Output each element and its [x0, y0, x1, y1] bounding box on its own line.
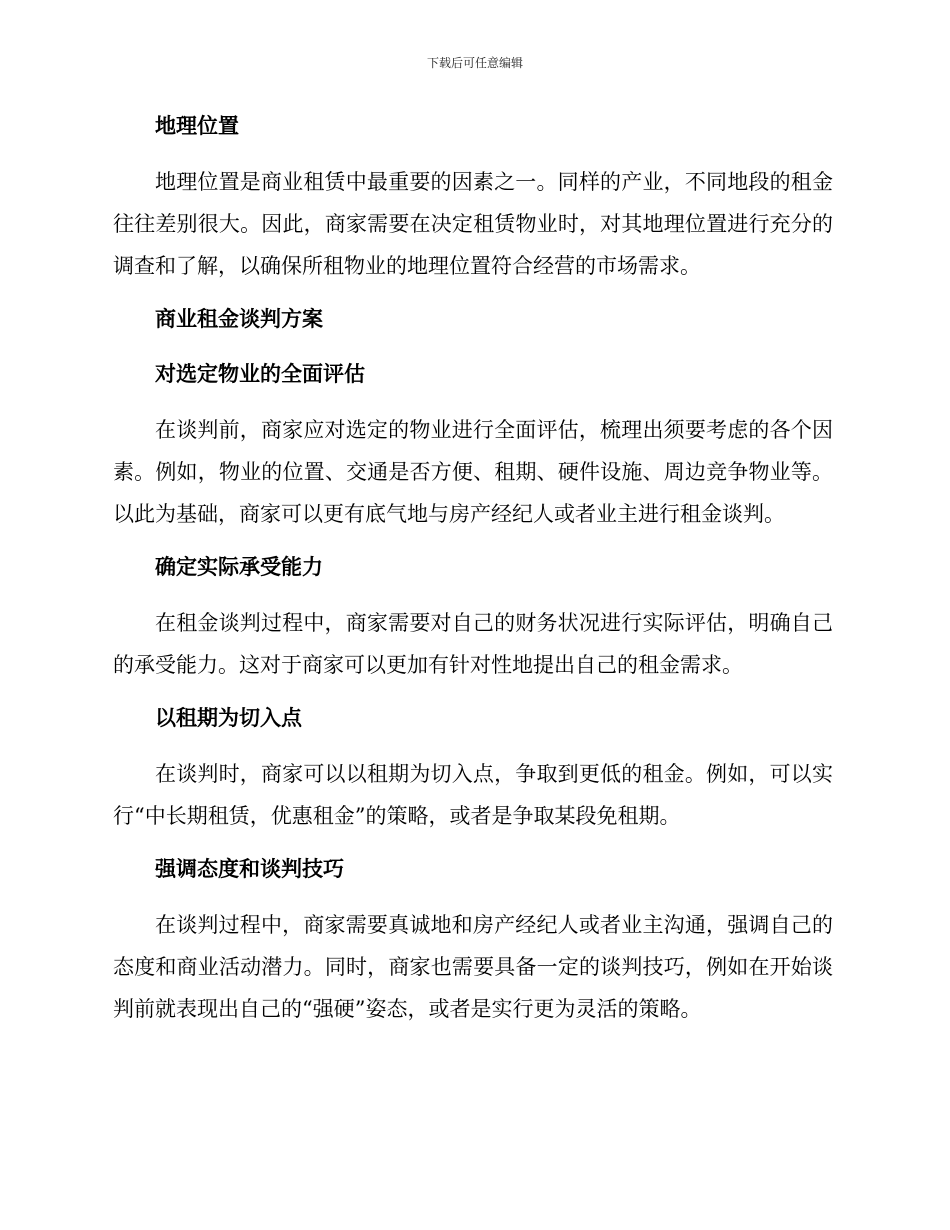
section-heading-attitude-skills: 强调态度和谈判技巧	[155, 856, 344, 881]
section-heading-property-evaluation: 对选定物业的全面评估	[155, 361, 365, 386]
section-heading-lease-term: 以租期为切入点	[155, 705, 302, 730]
paragraph-property-evaluation: 在谈判前，商家应对选定的物业进行全面评估，梳理出须要考虑的各个因素。例如，物业的位置、交通是否方便、租期、硬件设施、周边竞争物业等。以此为基础，商家可以更有底气地与房产经纪人或者业主进行租金谈判。	[113, 418, 833, 526]
paragraph-lease-term: 在谈判时，商家可以以租期为切入点，争取到更低的租金。例如，可以实行“中长期租赁，优惠租金”的策略，或者是争取某段免租期。	[113, 762, 833, 828]
paragraph-attitude-skills: 在谈判过程中，商家需要真诚地和房产经纪人或者业主沟通，强调自己的态度和商业活动潜力。同时，商家也需要具备一定的谈判技巧，例如在开始谈判前就表现出自己的“强硬”姿态，或者是实行更为灵活的策略。	[113, 913, 833, 1021]
section-heading-negotiation-plan: 商业租金谈判方案	[155, 306, 323, 331]
document-body	[113, 106, 833, 1042]
paragraph-affordability: 在租金谈判过程中，商家需要对自己的财务状况进行实际评估，明确自己的承受能力。这对于商家可以更加有针对性地提出自己的租金需求。	[113, 611, 833, 677]
section-heading-affordability: 确定实际承受能力	[155, 554, 323, 579]
paragraph-location: 地理位置是商业租赁中最重要的因素之一。同样的产业，不同地段的租金往往差别很大。因此，商家需要在决定租赁物业时，对其地理位置进行充分的调查和了解，以确保所租物业的地理位置符合经营的市场需求。	[113, 170, 833, 278]
page-header: 下载后可任意编辑	[426, 56, 523, 70]
section-heading-location: 地理位置	[155, 113, 239, 138]
